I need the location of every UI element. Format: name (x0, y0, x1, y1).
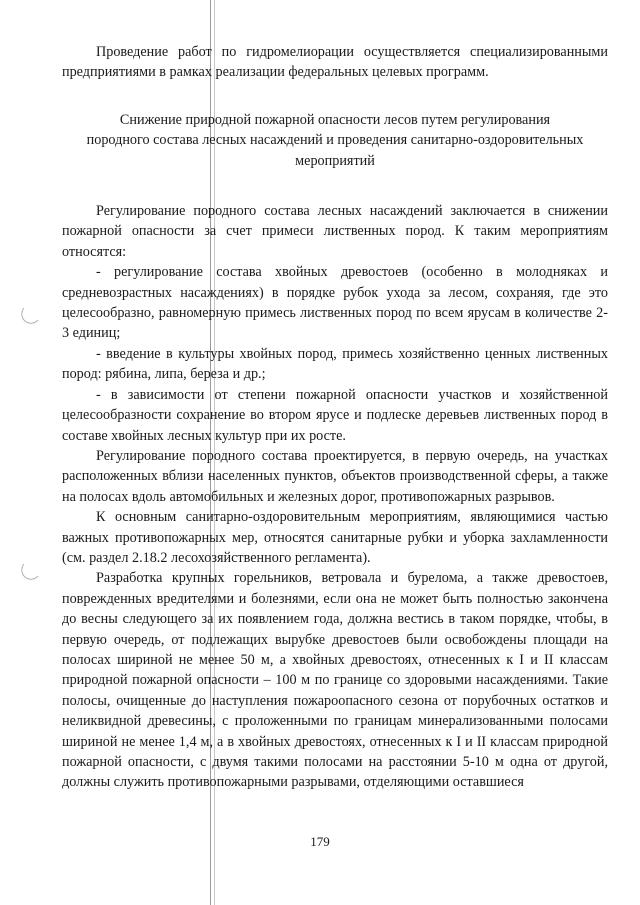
heading-line-3: мероприятий (295, 152, 375, 169)
body-paragraph-4: Разработка крупных горельников, ветровала и бурелома, а также древостоев, поврежденных вредителями и болезнями, если она не может быть полностью закончена до весны следующего за их появлением года, должна вестись в таком порядке, чтобы, в первую очередь, от подлежащих вырубке древостоев были освобождены площади на полосах шириной не менее 50 м, а хвойных древостоях, отнесенных к I и II классам природной пожарной опасности – 100 м по границе со здоровыми насаждениями. Такие полосы, очищенные до наступления пожароопасного сезона от порубочных остатков и неликвидной древесины, с проложенными по границам минерализованными полосами шириной не менее 1,4 м, а в хвойных древостоях, отнесенных к I и II классам природной пожарной опасности, с двумя такими полосами на расстоянии 5-10 м одна от другой, должны служить противопожарными разрывами, отделяющими оставшиеся (62, 570, 608, 791)
intro-paragraph: Проведение работ по гидромелиорации осуществляется специализированными предприятиями в рамках реализации федеральных целевых программ. (62, 44, 608, 81)
document-body (62, 42, 608, 793)
body-paragraph-1: Регулирование породного состава лесных насаждений заключается в снижении пожарной опасности за счет примеси лиственных пород. К таким мероприятиям относятся: (62, 203, 608, 260)
heading-line-1: Снижение природной пожарной опасности лесов путем регулирования (119, 111, 551, 128)
heading-line-2: породного состава лесных насаждений и проведения санитарно-оздоровительных (86, 132, 584, 149)
body-paragraph-2: Регулирование породного состава проектируется, в первую очередь, на участках расположенных вблизи населенных пунктов, объектов производственной сферы, а также на полосах вдоль автомобильных и железных дорог, противопожарных разрывов. (62, 447, 608, 505)
spacer (62, 171, 608, 201)
body-list-item-3: - в зависимости от степени пожарной опасности участков и хозяйственной целесообразности сохранение во втором ярусе и подлеске деревьев лиственных пород в составе хвойных лесных культур при их росте. (62, 386, 608, 444)
page-number: 179 (310, 834, 330, 849)
spacer (62, 83, 608, 110)
section-heading (62, 110, 608, 171)
body-list-item-2: - введение в культуры хвойных пород, примесь хозяйственно ценных лиственных пород: рябина, липа, береза и др.; (62, 345, 608, 383)
body-list-item-1: - регулирование состава хвойных древостоев (особенно в молодняках и средневозрастных насаждениях) в порядке рубок ухода за лесом, сохраняя, где это целесообразно, равномерную примесь лиственных пород по всем ярусам в количестве 2-3 единиц; (62, 264, 608, 342)
body-paragraph-3: К основным санитарно-оздоровительным мероприятиям, являющимися частью важных противопожарных мер, относятся санитарные рубки и уборка захламленности (см. раздел 2.18.2 лесохозяйственного регламента). (62, 509, 608, 566)
punch-hole-mark-bottom (18, 556, 42, 580)
punch-hole-mark-top (18, 300, 42, 324)
